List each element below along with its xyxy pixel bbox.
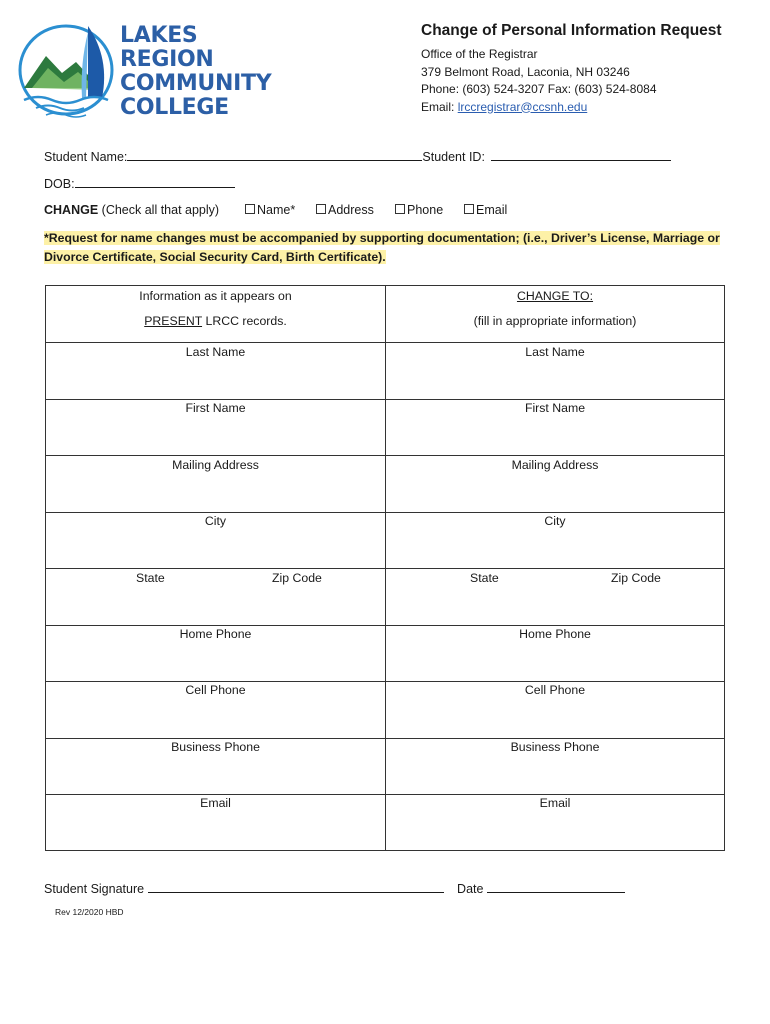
change-to-header: CHANGE TO: <box>516 289 594 303</box>
present-mailing-address-label: Mailing Address <box>172 458 259 472</box>
change-to-subheader: (fill in appropriate information) <box>473 314 637 328</box>
change-row <box>44 203 219 217</box>
name-checkbox[interactable] <box>245 204 255 214</box>
registrar-email-link[interactable]: lrccregistrar@ccsnh.edu <box>457 99 588 114</box>
new-home-phone-label: Home Phone <box>519 627 591 641</box>
office-email-line <box>421 99 722 117</box>
address-option-label: Address <box>328 203 374 217</box>
information-table <box>45 285 725 851</box>
college-logo-text <box>120 24 271 120</box>
logo-line-4: COLLEGE <box>120 95 229 120</box>
logo-line-1: LAKES <box>120 23 198 48</box>
present-home-phone-label: Home Phone <box>179 627 252 641</box>
present-last-name-label: Last Name <box>185 345 246 359</box>
email-option-label: Email <box>476 203 508 217</box>
new-state-label: State <box>470 571 499 585</box>
new-city-label: City <box>544 514 566 528</box>
table-rule <box>46 568 724 569</box>
date-field[interactable] <box>487 880 625 893</box>
table-rule <box>46 738 724 739</box>
dob-field[interactable] <box>75 175 235 188</box>
present-header-line-2 <box>46 314 385 328</box>
change-option-email[interactable] <box>464 203 507 217</box>
present-header-line-1: Information as it appears on <box>139 289 292 303</box>
form-title: Change of Personal Information Request <box>421 22 722 39</box>
logo-line-2: REGION <box>120 47 214 72</box>
table-rule <box>46 512 724 513</box>
present-word: PRESENT <box>144 314 203 328</box>
office-phone: Phone: (603) 524-3207 Fax: (603) 524-8084 <box>421 82 657 96</box>
email-checkbox[interactable] <box>464 204 474 214</box>
change-option-address[interactable] <box>316 203 374 217</box>
signature-label: Student Signature <box>44 882 145 896</box>
office-address: 379 Belmont Road, Laconia, NH 03246 <box>421 64 630 79</box>
signature-field[interactable] <box>148 880 444 893</box>
present-header-rest: LRCC records. <box>202 314 287 328</box>
email-label: Email: <box>421 99 455 114</box>
table-rule <box>46 399 724 400</box>
table-rule <box>46 455 724 456</box>
student-name-row <box>44 148 671 164</box>
student-name-field[interactable] <box>127 148 422 161</box>
new-mailing-address-label: Mailing Address <box>511 458 599 472</box>
table-rule <box>46 681 724 682</box>
change-label: CHANGE <box>44 203 99 217</box>
dob-label: DOB: <box>44 177 75 191</box>
new-cell-phone-label: Cell Phone <box>524 683 586 697</box>
name-option-label: Name* <box>257 203 296 217</box>
phone-checkbox[interactable] <box>395 204 405 214</box>
date-label: Date <box>457 882 484 896</box>
present-business-phone-label: Business Phone <box>171 740 260 754</box>
new-first-name-label: First Name <box>524 401 586 415</box>
note-line-1: *Request for name changes must be accompanied by supporting documentation; (i.e., Driver’s License, Marriage or <box>44 231 720 245</box>
name-change-note <box>44 229 727 267</box>
new-email-label: Email <box>539 796 571 810</box>
table-rule <box>46 794 724 795</box>
college-logo <box>18 18 128 126</box>
present-first-name-label: First Name <box>185 401 246 415</box>
student-id-field[interactable] <box>491 148 671 161</box>
change-option-name[interactable] <box>245 203 295 217</box>
new-business-phone-label: Business Phone <box>510 740 600 754</box>
change-option-phone[interactable] <box>395 203 443 217</box>
address-checkbox[interactable] <box>316 204 326 214</box>
student-id-label: Student ID: <box>422 150 485 164</box>
note-line-2: Divorce Certificate, Social Security Card, Birth Certificate). <box>44 250 386 264</box>
table-rule <box>46 342 724 343</box>
dob-row <box>44 175 235 191</box>
present-cell-phone-label: Cell Phone <box>185 683 246 697</box>
present-city-label: City <box>204 514 227 528</box>
present-email-label: Email <box>200 796 231 810</box>
sailboat-mountain-logo-icon <box>18 18 128 126</box>
new-zip-label: Zip Code <box>611 571 661 585</box>
revision-note: Rev 12/2020 HBD <box>55 907 124 917</box>
signature-row <box>44 880 625 896</box>
present-zip-label: Zip Code <box>272 571 322 585</box>
change-instruction: (Check all that apply) <box>101 203 220 217</box>
logo-line-3: COMMUNITY <box>120 71 272 96</box>
student-name-label: Student Name: <box>44 150 128 164</box>
present-state-label: State <box>136 571 165 585</box>
phone-option-label: Phone <box>407 203 444 217</box>
form-header <box>421 22 722 116</box>
office-name: Office of the Registrar <box>421 47 538 61</box>
new-last-name-label: Last Name <box>525 345 585 359</box>
table-rule <box>46 625 724 626</box>
